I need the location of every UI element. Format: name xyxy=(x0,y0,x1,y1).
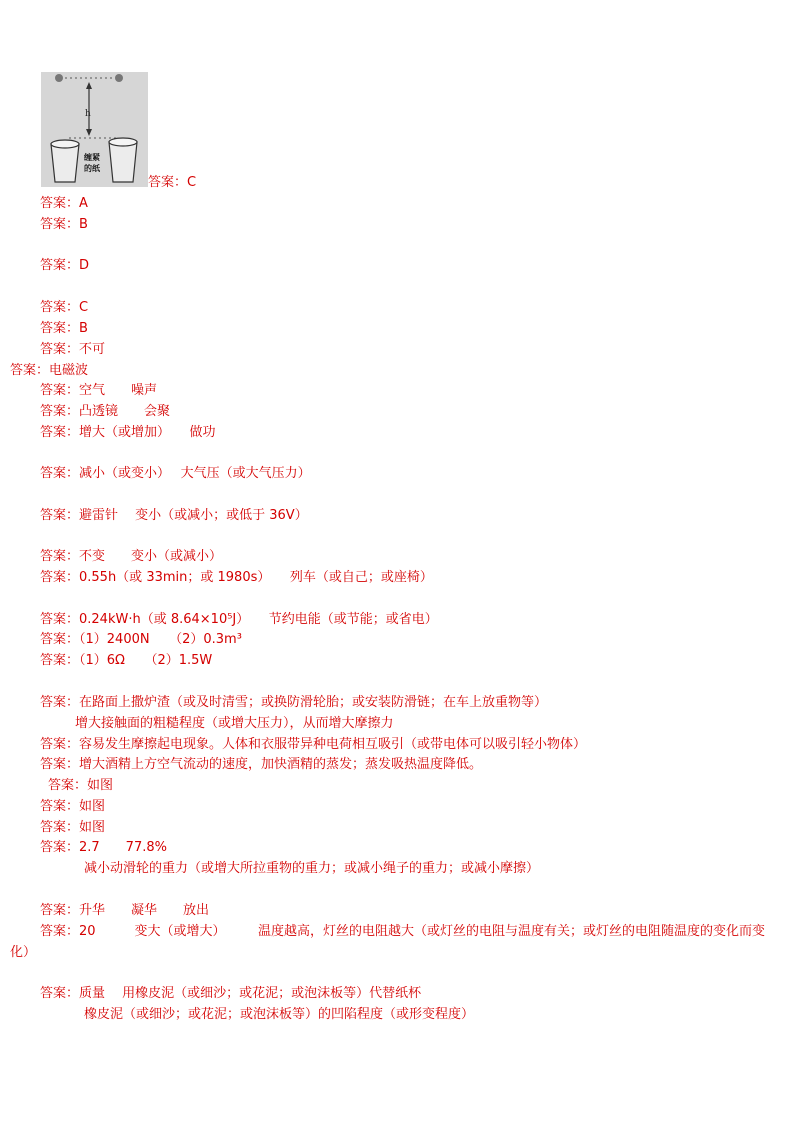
answer-line: 答案：D xyxy=(40,258,90,273)
paper-label-1: 缠紧 xyxy=(84,153,100,162)
answer-line: 答案：A xyxy=(40,196,88,211)
answer-line: 答案：容易发生摩擦起电现象。人体和衣服带异种电荷相互吸引（或带电体可以吸引轻小物体） xyxy=(40,737,587,752)
answer-line: 答案：电磁波 xyxy=(10,363,89,378)
paper-label-2: 的纸 xyxy=(84,164,100,173)
answer-line: 答案：（1）6Ω （2）1.5W xyxy=(40,653,213,668)
experiment-figure xyxy=(41,72,148,187)
answer-line: 答案：C xyxy=(148,175,197,190)
answer-line: 答案：减小（或变小） 大气压（或大气压力） xyxy=(40,466,311,481)
answer-line: 答案：0.55h（或 33min；或 1980s） 列车（或自己；或座椅） xyxy=(40,570,433,585)
cup-right xyxy=(109,142,137,182)
answer-line: 答案：增大酒精上方空气流动的速度，加快酒精的蒸发；蒸发吸热温度降低。 xyxy=(40,757,483,772)
answer-line: 答案：0.24kW·h（或 8.64×10⁵J） 节约电能（或节能；或省电） xyxy=(40,612,438,627)
height-label: h xyxy=(85,109,91,119)
answer-line: 答案：在路面上撒炉渣（或及时清雪；或换防滑轮胎；或安装防滑链；在车上放重物等） xyxy=(40,695,548,710)
answer-line: 答案：2.7 77.8% xyxy=(40,840,167,855)
ball-left xyxy=(55,74,63,82)
answer-line: 答案：质量 用橡皮泥（或细沙；或花泥；或泡沫板等）代替纸杯 xyxy=(40,986,422,1001)
answer-continuation: 增大接触面的粗糙程度（或增大压力），从而增大摩擦力 xyxy=(75,716,394,731)
answer-line: 答案：凸透镜 会聚 xyxy=(40,404,171,419)
answer-line: 答案：避雷针 变小（或减小；或低于 36V） xyxy=(40,508,308,523)
experiment-illustration xyxy=(41,72,148,187)
answer-line: 答案：C xyxy=(40,300,89,315)
answer-line: 答案：增大（或增加） 做功 xyxy=(40,425,216,440)
answer-line: 答案：如图 xyxy=(48,778,114,793)
answer-line: 答案：（1）2400N （2）0.3m³ xyxy=(40,632,242,647)
answer-line: 答案：不可 xyxy=(40,342,106,357)
answer-line: 答案：空气 噪声 xyxy=(40,383,158,398)
answer-line: 答案：B xyxy=(40,217,88,232)
answer-line: 答案：如图 xyxy=(40,799,106,814)
answer-line: 答案：如图 xyxy=(40,820,106,835)
answer-line: 答案：不变 变小（或减小） xyxy=(40,549,223,564)
answer-line: 答案：升华 凝华 放出 xyxy=(40,903,210,918)
answer-continuation: 减小动滑轮的重力（或增大所拉重物的重力；或减小绳子的重力；或减小摩擦） xyxy=(84,861,540,876)
cup-left xyxy=(51,144,79,182)
answer-line: 答案：B xyxy=(40,321,88,336)
answer-continuation: 橡皮泥（或细沙；或花泥；或泡沫板等）的凹陷程度（或形变程度） xyxy=(84,1007,475,1022)
ball-right xyxy=(115,74,123,82)
answer-paragraph: 答案：20 变大（或增大） 温度越高，灯丝的电阻越大（或灯丝的电阻与温度有关；或灯丝的电阻随温度的变化而变化） xyxy=(10,924,766,960)
